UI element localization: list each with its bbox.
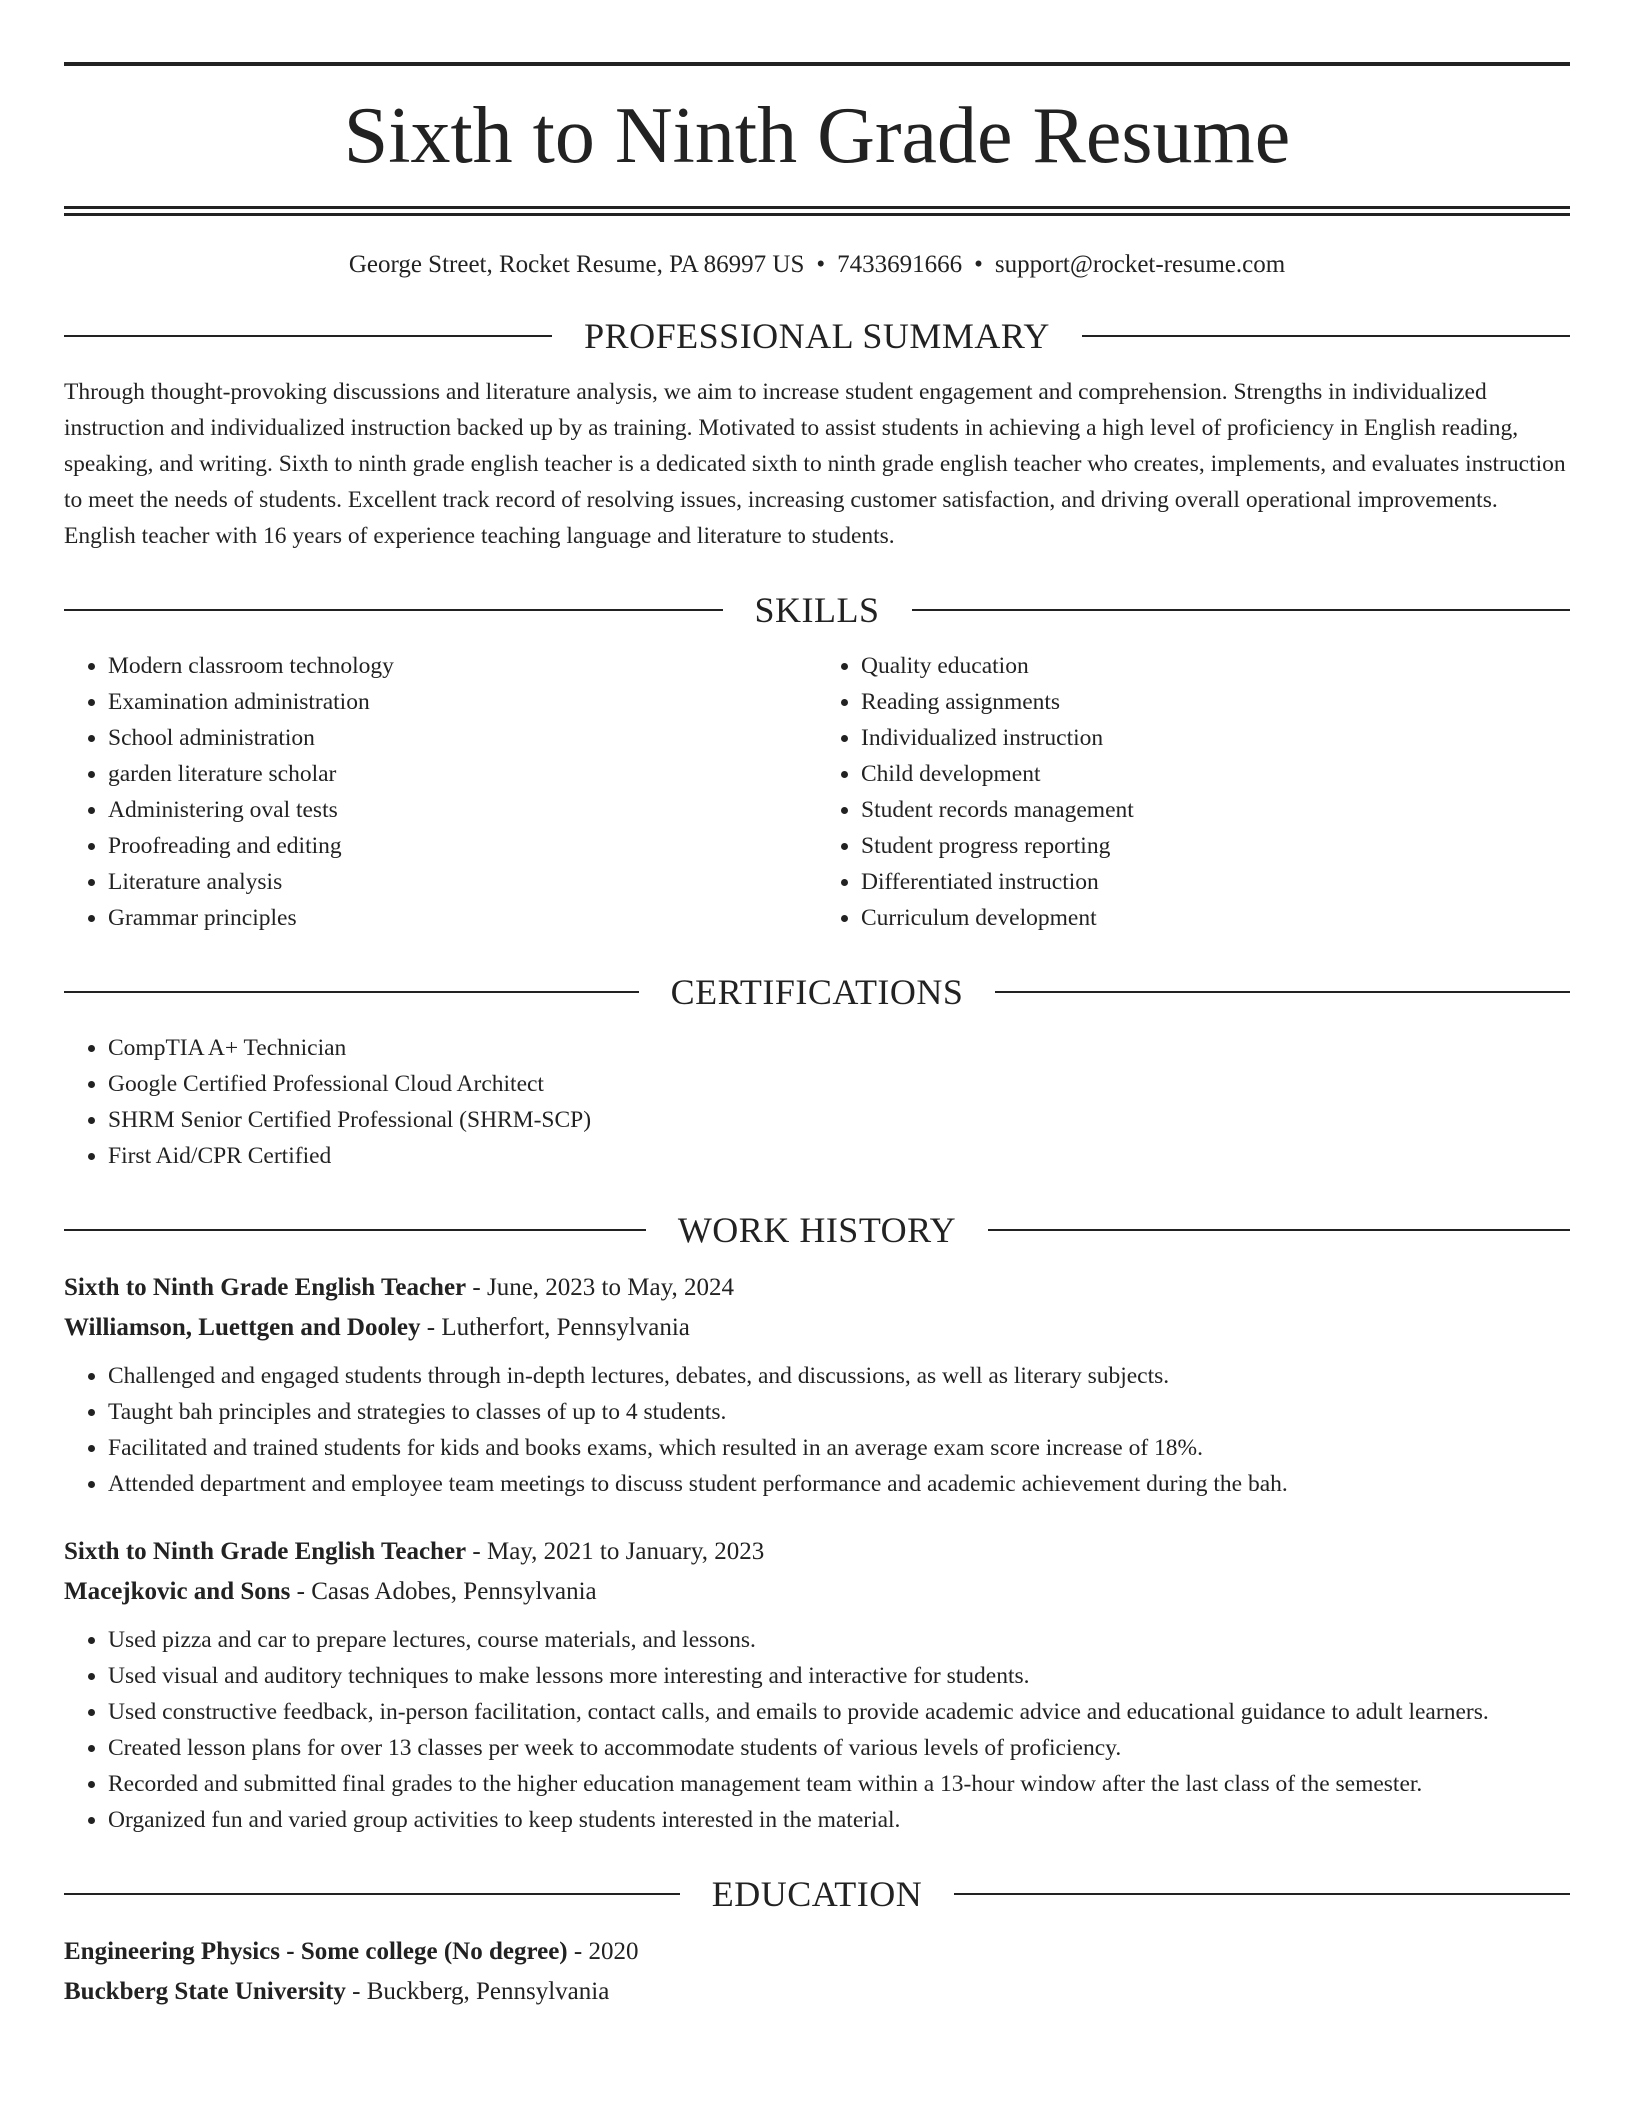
job-bullet: • Used pizza and car to prepare lectures, course materials, and lessons. xyxy=(108,1622,1570,1658)
skill-item: • Curriculum development xyxy=(861,900,1570,936)
skill-item: • Reading assignments xyxy=(861,684,1570,720)
certification-item: • CompTIA A+ Technician xyxy=(108,1030,1570,1066)
job-bullet: • Used visual and auditory techniques to make lessons more interesting and interactive for students. xyxy=(108,1658,1570,1694)
skill-item: • Quality education xyxy=(861,648,1570,684)
education-location: - Buckberg, Pennsylvania xyxy=(345,1978,610,2005)
job-company: Williamson, Luettgen and Dooley xyxy=(64,1314,421,1341)
job-bullet: • Facilitated and trained students for kids and books exams, which resulted in an average exam score increase of 18%. xyxy=(108,1430,1570,1466)
certifications-heading xyxy=(64,972,1570,1012)
contact-separator: • xyxy=(816,251,826,278)
heading-rule xyxy=(995,991,1570,993)
job-dates: - May, 2021 to January, 2023 xyxy=(466,1538,765,1565)
job-bullet: • Organized fun and varied group activities to keep students interested in the material. xyxy=(108,1802,1570,1838)
heading-rule xyxy=(64,991,639,993)
job-entry xyxy=(64,1532,1570,1838)
skill-item: • Modern classroom technology xyxy=(108,648,817,684)
job-bullet: • Recorded and submitted final grades to the higher education management team within a 13-hour window after the last class of the semester. xyxy=(108,1766,1570,1802)
skill-item: • Administering oval tests xyxy=(108,792,817,828)
job-title-line xyxy=(64,1268,1570,1308)
job-company-line xyxy=(64,1572,1570,1612)
skills-left-list xyxy=(64,648,817,936)
education-degree-line xyxy=(64,1932,1570,1972)
summary-title: PROFESSIONAL SUMMARY xyxy=(584,316,1050,356)
certification-item: • First Aid/CPR Certified xyxy=(108,1138,1570,1174)
education-school: Buckberg State University xyxy=(64,1978,346,2005)
skill-item: • Individualized instruction xyxy=(861,720,1570,756)
heading-rule xyxy=(954,1893,1570,1895)
job-bullets xyxy=(64,1622,1570,1838)
heading-rule xyxy=(64,609,723,611)
job-title: Sixth to Ninth Grade English Teacher xyxy=(64,1538,467,1565)
skill-item: • Child development xyxy=(861,756,1570,792)
job-bullet: • Created lesson plans for over 13 classes per week to accommodate students of various levels of proficiency. xyxy=(108,1730,1570,1766)
job-title: Sixth to Ninth Grade English Teacher xyxy=(64,1274,467,1301)
heading-rule xyxy=(988,1229,1570,1231)
skills-right-list xyxy=(817,648,1570,936)
title-double-rule xyxy=(64,206,1570,216)
skills-heading xyxy=(64,590,1570,630)
certification-item: • Google Certified Professional Cloud Architect xyxy=(108,1066,1570,1102)
heading-rule xyxy=(64,1229,646,1231)
certifications-list xyxy=(64,1030,1570,1174)
skill-item: • Examination administration xyxy=(108,684,817,720)
contact-address: George Street, Rocket Resume, PA 86997 US xyxy=(348,251,805,278)
heading-rule xyxy=(1082,335,1570,337)
job-bullets xyxy=(64,1358,1570,1502)
job-bullet: • Challenged and engaged students through in-depth lectures, debates, and discussions, as well as literary subjects. xyxy=(108,1358,1570,1394)
job-dates: - June, 2023 to May, 2024 xyxy=(466,1274,734,1301)
education-heading xyxy=(64,1874,1570,1914)
education-degree: Engineering Physics - Some college (No degree) xyxy=(64,1938,568,1965)
job-location: - Casas Adobes, Pennsylvania xyxy=(290,1578,597,1605)
job-bullet: • Attended department and employee team meetings to discuss student performance and academic achievement during the bah. xyxy=(108,1466,1570,1502)
job-bullet: • Used constructive feedback, in-person facilitation, contact calls, and emails to provide academic advice and educational guidance to adult learners. xyxy=(108,1694,1570,1730)
skill-item: • School administration xyxy=(108,720,817,756)
job-title-line xyxy=(64,1532,1570,1572)
skill-item: • Literature analysis xyxy=(108,864,817,900)
resume-title: Sixth to Ninth Grade Resume xyxy=(343,92,1291,180)
education-year: - 2020 xyxy=(567,1938,639,1965)
contact-line xyxy=(64,250,1570,280)
heading-rule xyxy=(64,335,552,337)
job-entry xyxy=(64,1268,1570,1502)
skill-item: • Proofreading and editing xyxy=(108,828,817,864)
skill-item: • Student records management xyxy=(861,792,1570,828)
resume-page xyxy=(64,62,1570,2012)
skill-item: • garden literature scholar xyxy=(108,756,817,792)
skill-item: • Grammar principles xyxy=(108,900,817,936)
job-company-line xyxy=(64,1308,1570,1348)
heading-rule xyxy=(912,609,1571,611)
job-location: - Lutherfort, Pennsylvania xyxy=(420,1314,690,1341)
certification-item: • SHRM Senior Certified Professional (SHRM-SCP) xyxy=(108,1102,1570,1138)
summary-text: Through thought-provoking discussions and literature analysis, we aim to increase student engagement and comprehension. Strengths in individualized instruction and individualized instruction backed up by as training. Motivated to assist students in achieving a high level of proficiency in English reading, speaking, and writing. Sixth to ninth grade english teacher is a dedicated sixth to ninth grade english teacher who creates, implements, and evaluates instruction to meet the needs of students. Excellent track record of resolving issues, increasing customer satisfaction, and driving overall operational improvements. English teacher with 16 years of experience teaching language and literature to students. xyxy=(64,379,1566,549)
skill-item: • Differentiated instruction xyxy=(861,864,1570,900)
certifications-title: CERTIFICATIONS xyxy=(670,972,964,1012)
job-company: Macejkovic and Sons xyxy=(64,1578,291,1605)
top-rule xyxy=(64,62,1570,66)
contact-email: support@rocket-resume.com xyxy=(994,251,1286,278)
heading-rule xyxy=(64,1893,680,1895)
summary-heading xyxy=(64,316,1570,356)
skills-columns xyxy=(64,648,1570,936)
work-heading xyxy=(64,1210,1570,1250)
skill-item: • Student progress reporting xyxy=(861,828,1570,864)
education-title: EDUCATION xyxy=(711,1874,923,1914)
contact-phone: 7433691666 xyxy=(837,251,963,278)
education-school-line xyxy=(64,1972,1570,2012)
contact-separator: • xyxy=(974,251,983,278)
work-title: WORK HISTORY xyxy=(677,1210,957,1250)
job-bullet: • Taught bah principles and strategies to classes of up to 4 students. xyxy=(108,1394,1570,1430)
skills-title: SKILLS xyxy=(754,590,880,630)
